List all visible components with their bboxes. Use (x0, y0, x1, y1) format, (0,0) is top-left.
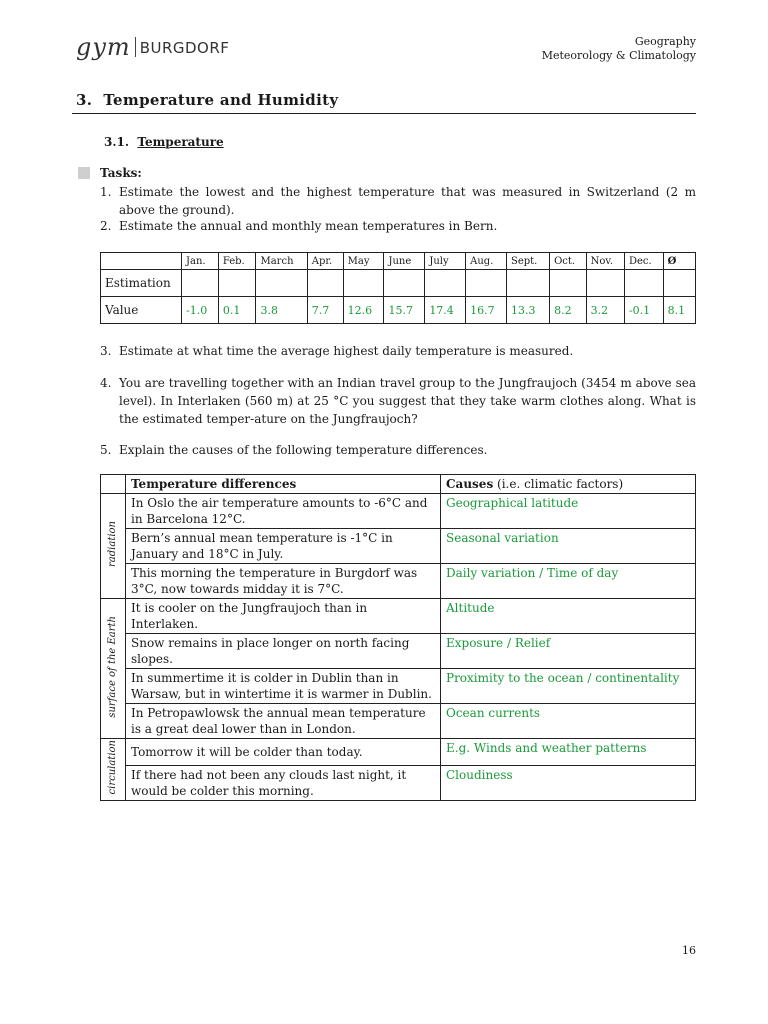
header-right (542, 35, 696, 63)
value-cell: -0.1 (624, 297, 663, 324)
estimation-cell[interactable] (624, 270, 663, 297)
value-cell: 12.6 (343, 297, 384, 324)
table-row (101, 529, 696, 564)
temperature-differences-table (100, 474, 696, 801)
causes-header-bold: Causes (446, 477, 494, 491)
header-subject: Geography (634, 35, 696, 48)
logo-school-text: BURGDORF (139, 39, 230, 57)
month-header: Apr. (307, 253, 343, 270)
month-header: Sept. (506, 253, 549, 270)
month-header: Jan. (182, 253, 219, 270)
cause-cell: Geographical latitude (441, 494, 696, 529)
value-cell: 0.1 (218, 297, 256, 324)
value-cell: 13.3 (506, 297, 549, 324)
logo-divider (135, 37, 136, 57)
estimation-cell[interactable] (384, 270, 425, 297)
tasks-heading (78, 166, 142, 180)
task-text: Explain the causes of the following temperature differences. (119, 443, 488, 457)
section-rule (72, 113, 696, 114)
subsection-title (104, 135, 224, 149)
month-header: July (425, 253, 466, 270)
task-text: You are travelling together with an Indian travel group to the Jungfraujoch (3454 m above sea level). In Interlaken (560 m) at 25 °C you suggest that they take warm clothes along. What is the estimated temper-ature on the Jungfraujoch? (119, 376, 696, 426)
group-label-text: surface of the Earth (107, 615, 118, 718)
group-label-text: radiation (107, 521, 118, 567)
task-item-3 (100, 342, 696, 360)
table-row (101, 599, 696, 634)
difference-cell: In summertime it is colder in Dublin than in Warsaw, but in wintertime it is warmer in Dublin. (126, 669, 441, 704)
logo-gym-text: gym (76, 33, 131, 61)
month-header: June (384, 253, 425, 270)
value-cell: 15.7 (384, 297, 425, 324)
group-label-surface (101, 599, 126, 739)
header-topic: Meteorology & Climatology (541, 49, 696, 62)
group-label-circulation (101, 739, 126, 801)
table-row (101, 739, 696, 766)
estimation-cell[interactable] (466, 270, 507, 297)
estimation-cell[interactable] (256, 270, 307, 297)
table-header-row (101, 253, 696, 270)
value-cell: 8.2 (550, 297, 587, 324)
month-header: Nov. (586, 253, 624, 270)
cause-cell: Altitude (441, 599, 696, 634)
difference-cell: Bern’s annual mean temperature is -1°C in January and 18°C in July. (126, 529, 441, 564)
tasks-square-icon (78, 167, 90, 179)
table-corner-cell (101, 475, 126, 494)
value-cell: 8.1 (663, 297, 695, 324)
cause-cell: Ocean currents (441, 704, 696, 739)
cause-cell: Seasonal variation (441, 529, 696, 564)
value-cell: 3.2 (586, 297, 624, 324)
value-label: Value (101, 297, 182, 324)
difference-cell: Tomorrow it will be colder than today. (126, 739, 441, 766)
value-cell: 17.4 (425, 297, 466, 324)
section-number: 3. (76, 91, 93, 109)
month-header: Feb. (218, 253, 256, 270)
table-header-row (101, 475, 696, 494)
cause-cell: E.g. Winds and weather patterns (441, 739, 696, 766)
month-header: May (343, 253, 384, 270)
task-text: Estimate the lowest and the highest temperature that was measured in Switzerland (2 m above the ground). (119, 185, 696, 217)
tasks-label: Tasks: (100, 166, 142, 180)
cause-cell: Exposure / Relief (441, 634, 696, 669)
task-item-4 (100, 374, 696, 428)
difference-cell: In Oslo the air temperature amounts to -6°C and in Barcelona 12°C. (126, 494, 441, 529)
difference-cell: It is cooler on the Jungfraujoch than in Interlaken. (126, 599, 441, 634)
difference-cell: If there had not been any clouds last night, it would be colder this morning. (126, 766, 441, 801)
estimation-cell[interactable] (218, 270, 256, 297)
value-cell: 16.7 (466, 297, 507, 324)
cause-cell: Daily variation / Time of day (441, 564, 696, 599)
annual-mean-header: Ø (663, 253, 695, 270)
table-row (101, 669, 696, 704)
group-label-text: circulation (107, 740, 118, 795)
task-number: 4. (100, 376, 112, 390)
month-header: Dec. (624, 253, 663, 270)
group-label-radiation (101, 494, 126, 599)
estimation-cell[interactable] (307, 270, 343, 297)
task-number: 3. (100, 344, 112, 358)
task-item-5 (100, 441, 696, 459)
difference-cell: Snow remains in place longer on north facing slopes. (126, 634, 441, 669)
table-row (101, 494, 696, 529)
causes-header-note: (i.e. climatic factors) (493, 477, 624, 491)
estimation-cell[interactable] (550, 270, 587, 297)
page-number: 16 (682, 944, 696, 957)
subsection-number: 3.1. (104, 135, 130, 149)
estimation-cell[interactable] (586, 270, 624, 297)
task-text: Estimate at what time the average highest daily temperature is measured. (119, 344, 574, 358)
column-header-differences: Temperature differences (126, 475, 441, 494)
school-logo (76, 34, 229, 60)
estimation-cell[interactable] (182, 270, 219, 297)
estimation-cell[interactable] (663, 270, 695, 297)
difference-cell: This morning the temperature in Burgdorf was 3°C, now towards midday it is 7°C. (126, 564, 441, 599)
task-item-2 (100, 217, 696, 235)
month-header: March (256, 253, 307, 270)
task-text: Estimate the annual and monthly mean temperatures in Bern. (119, 219, 498, 233)
section-title (76, 91, 338, 109)
value-cell: 7.7 (307, 297, 343, 324)
section-title-text: Temperature and Humidity (103, 91, 339, 109)
table-row (101, 634, 696, 669)
estimation-cell[interactable] (425, 270, 466, 297)
estimation-row (101, 270, 696, 297)
estimation-cell[interactable] (343, 270, 384, 297)
monthly-temperature-table (100, 252, 696, 324)
column-header-causes (441, 475, 696, 494)
task-number: 5. (100, 443, 112, 457)
estimation-label: Estimation (101, 270, 182, 297)
task-item-1 (100, 183, 696, 219)
value-cell: 3.8 (256, 297, 307, 324)
subsection-title-text: Temperature (137, 135, 224, 149)
cause-cell: Proximity to the ocean / continentality (441, 669, 696, 704)
table-corner-cell (101, 253, 182, 270)
month-header: Aug. (466, 253, 507, 270)
estimation-cell[interactable] (506, 270, 549, 297)
task-number: 1. (100, 185, 112, 199)
difference-cell: In Petropawlowsk the annual mean temperature is a great deal lower than in London. (126, 704, 441, 739)
value-cell: -1.0 (182, 297, 219, 324)
table-row (101, 704, 696, 739)
table-row (101, 564, 696, 599)
cause-cell: Cloudiness (441, 766, 696, 801)
table-row (101, 766, 696, 801)
value-row (101, 297, 696, 324)
month-header: Oct. (550, 253, 587, 270)
task-number: 2. (100, 219, 112, 233)
